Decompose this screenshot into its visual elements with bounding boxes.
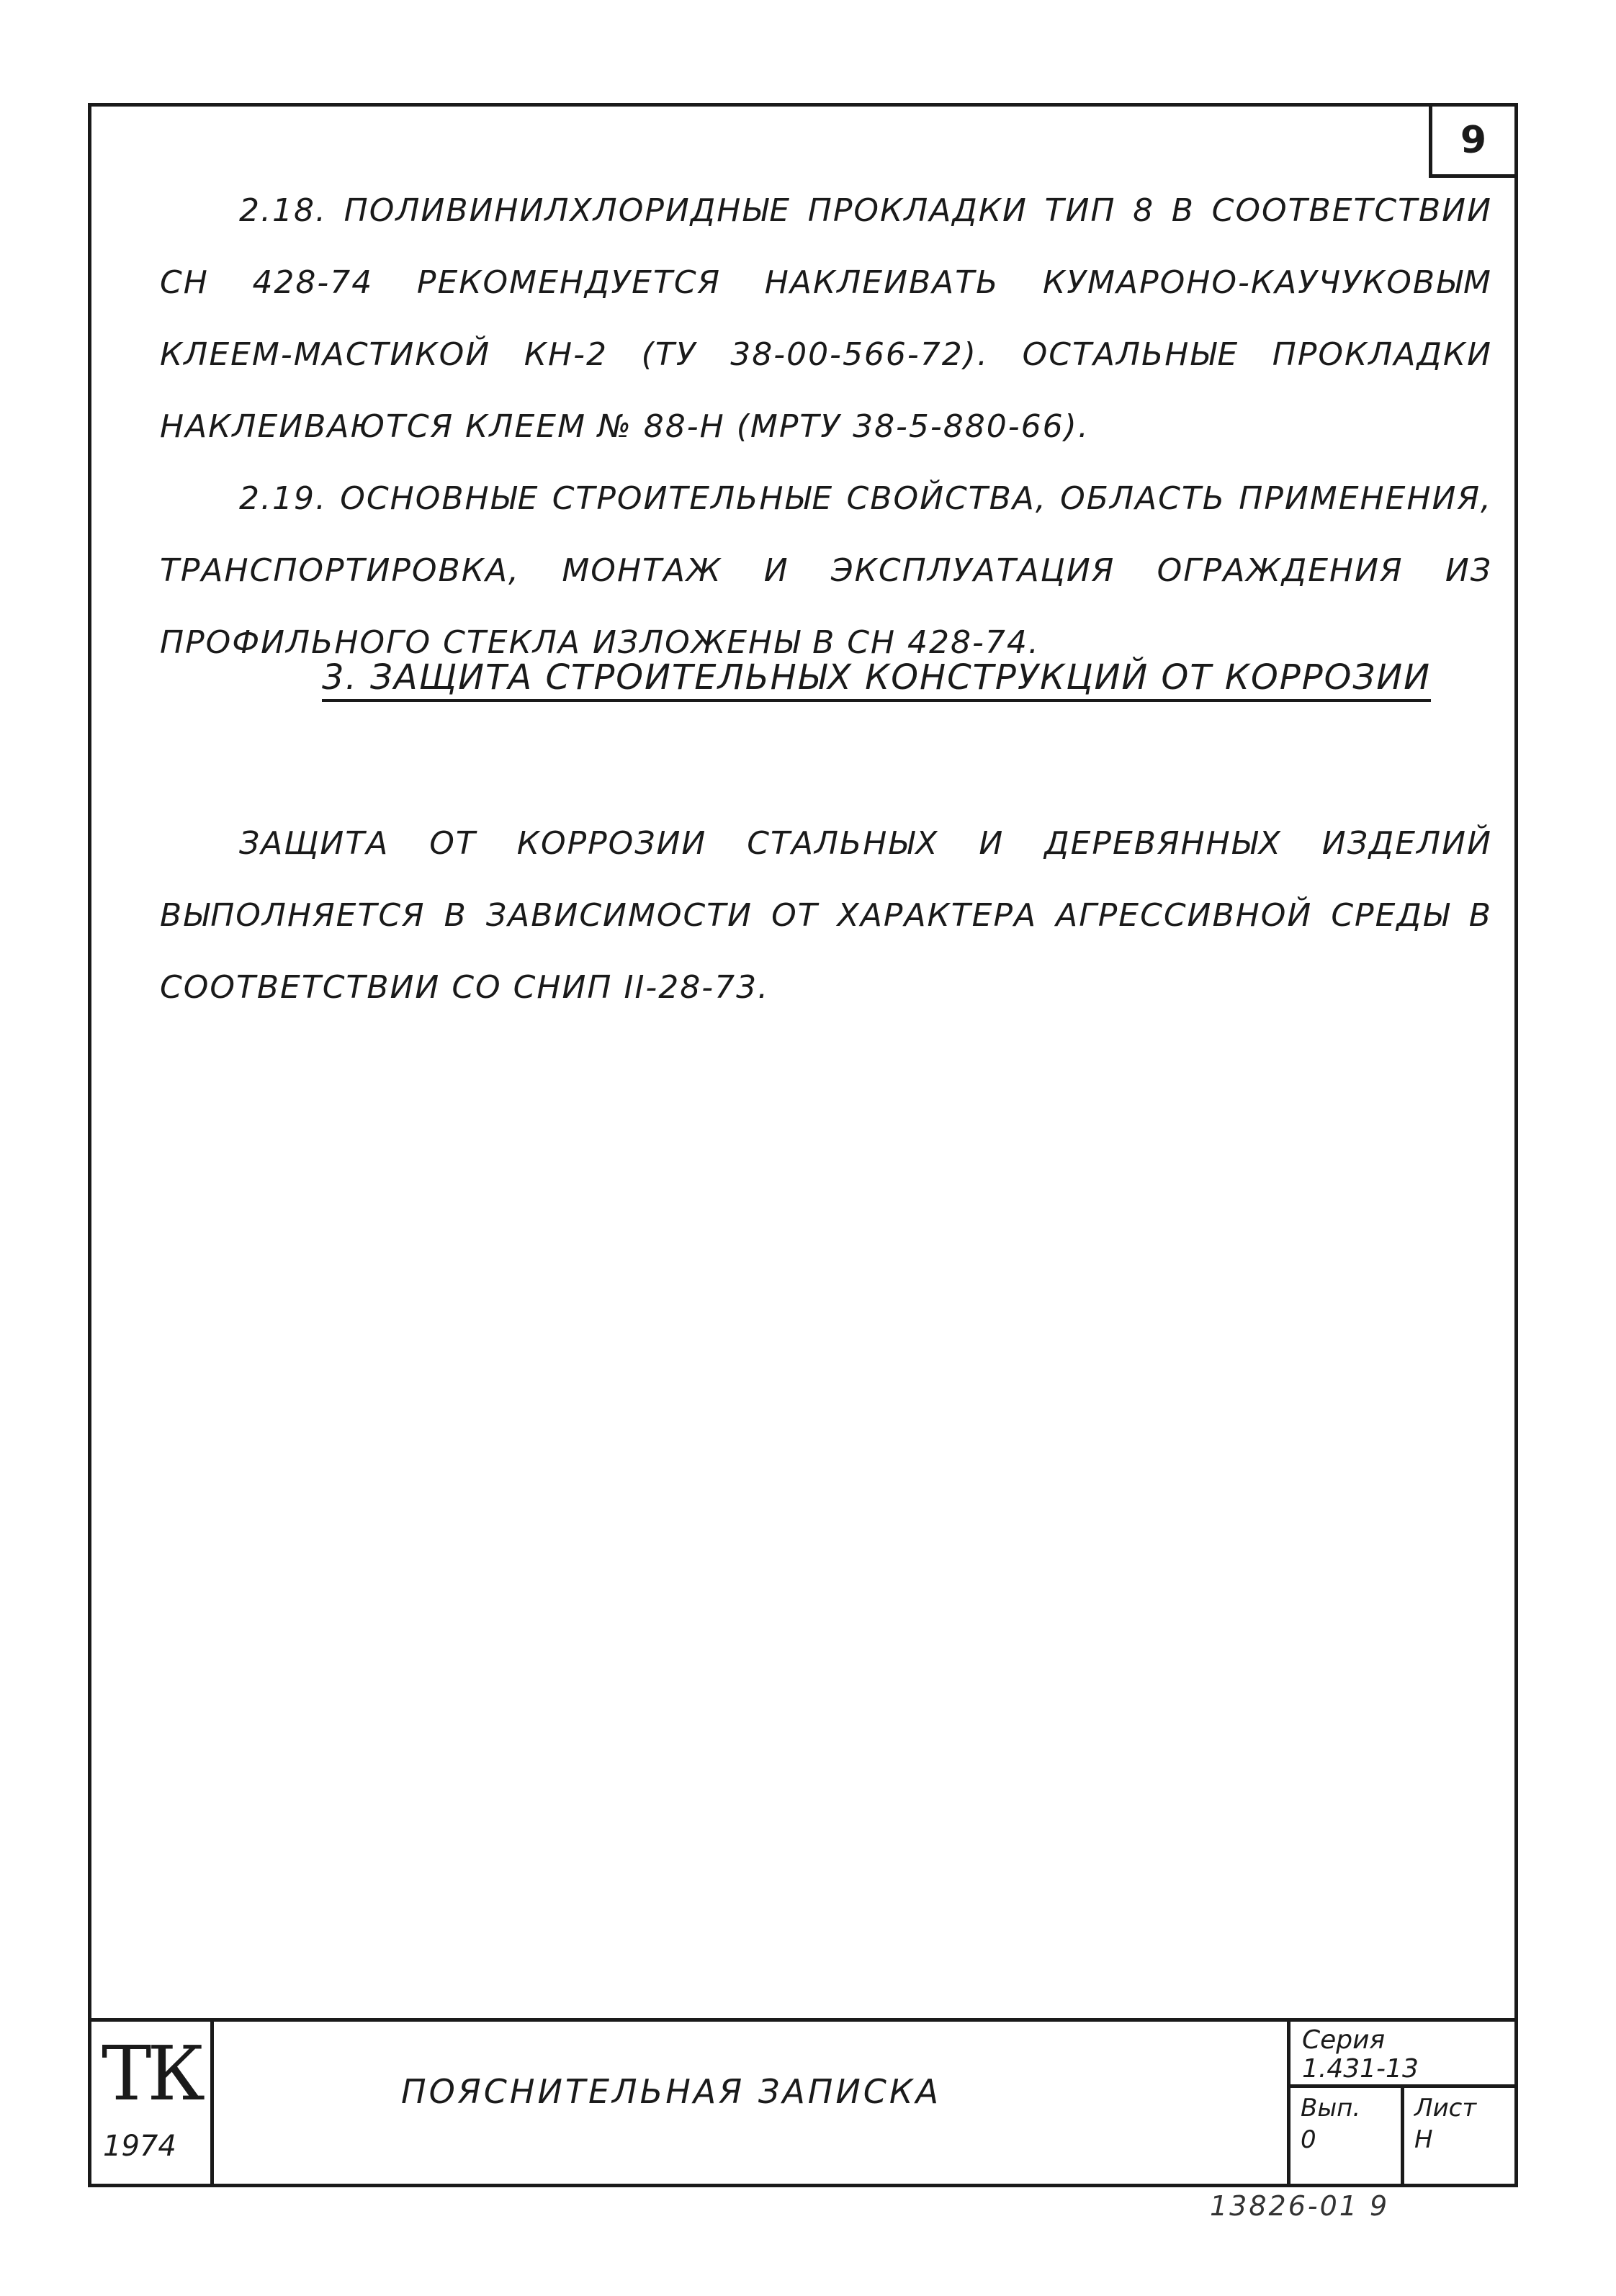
logo-cell — [91, 2022, 214, 2184]
issue-label: Вып. — [1301, 2094, 1361, 2122]
series-cell — [1290, 2022, 1514, 2088]
sheet-cell — [1404, 2088, 1514, 2184]
paragraph-2-18: 2.18. ПОЛИВИНИЛХЛОРИДНЫЕ ПРОКЛАДКИ ТИП 8 В СООТВЕТСТВИИ СН 428-74 РЕКОМЕНДУЕТСЯ НАКЛЕИВАТЬ КУМАРОНО-КАУЧУКОВЫМ КЛЕЕМ-МАСТИКОЙ КН-2 (ТУ 38-00-566-72). ОСТАЛЬНЫЕ ПРОКЛАДКИ НАКЛЕИВАЮТСЯ КЛЕЕМ № 88-Н (МРТУ 38-5-880-66). — [160, 192, 1492, 445]
paragraph-2-19: 2.19. ОСНОВНЫЕ СТРОИТЕЛЬНЫЕ СВОЙСТВА, ОБЛАСТЬ ПРИМЕНЕНИЯ, ТРАНСПОРТИРОВКА, МОНТАЖ И ЭКСПЛУАТАЦИЯ ОГРАЖДЕНИЯ ИЗ ПРОФИЛЬНОГО СТЕКЛА ИЗЛОЖЕНЫ В СН 428-74. — [160, 480, 1492, 661]
sheet-label: Лист — [1414, 2094, 1477, 2122]
section-paragraph: ЗАЩИТА ОТ КОРРОЗИИ СТАЛЬНЫХ И ДЕРЕВЯННЫХ ИЗДЕЛИЙ ВЫПОЛНЯЕТСЯ В ЗАВИСИМОСТИ ОТ ХАРАКТЕРА АГРЕССИВНОЙ СРЕДЫ В СООТВЕТСТВИИ СО СНИП II-28-73. — [160, 825, 1492, 1006]
series-value: 1.431-13 — [1302, 2054, 1419, 2084]
info-cells — [1287, 2022, 1514, 2184]
body-text — [160, 175, 1492, 679]
logo: ТК — [102, 2030, 201, 2117]
series-label: Серия — [1302, 2025, 1386, 2055]
sheet-value: Н — [1414, 2125, 1433, 2154]
year: 1974 — [103, 2130, 176, 2163]
title-block — [88, 2018, 1518, 2187]
page-number: 9 — [1429, 103, 1518, 178]
section-heading: 3. ЗАЩИТА СТРОИТЕЛЬНЫХ КОНСТРУКЦИЙ ОТ КОРРОЗИИ — [322, 657, 1432, 698]
document-title: ПОЯСНИТЕЛЬНАЯ ЗАПИСКА — [401, 2072, 942, 2111]
issue-cell — [1290, 2088, 1404, 2184]
drawing-sheet — [88, 103, 1518, 2187]
issue-value: 0 — [1301, 2125, 1316, 2154]
archive-stamp: 13826-01 9 — [1210, 2190, 1390, 2222]
